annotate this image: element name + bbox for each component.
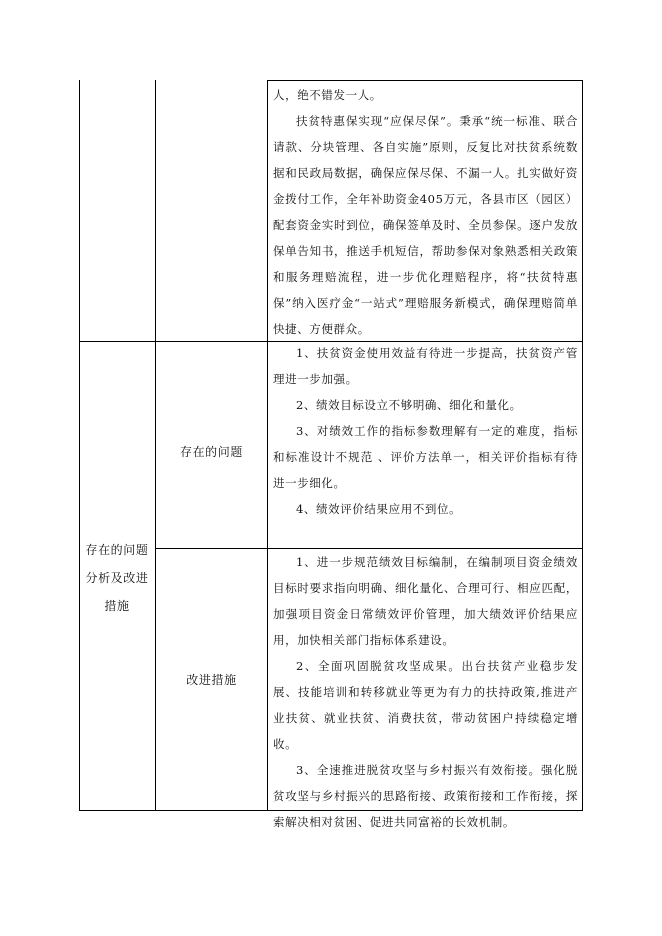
list-item: 3、全速推进脱贫攻坚与乡村振兴有效衔接。强化脱贫攻坚与乡村振兴的思路衔接、政策衔接和工作衔接，探索解决相对贫困、促进共同富裕的长效机制。 xyxy=(273,763,578,829)
measures-cell xyxy=(273,549,578,835)
table-divider-col2 xyxy=(267,80,268,811)
table-border-right xyxy=(582,80,583,811)
table-border-top-right xyxy=(267,80,583,81)
list-item: 2、绩效目标设立不够明确、细化和量化。 xyxy=(296,398,522,412)
table-border-left xyxy=(79,80,80,811)
category-label: 存在的问题分析及改进措施 xyxy=(85,543,149,613)
row-label-measures: 改进措施 xyxy=(186,673,237,687)
continuation-paragraph: 扶贫特惠保实现“应保尽保”。秉承“统一标准、联合请款、分块管理、各自实施”原则，反复比对扶贫系统数据和民政局数据，确保应保尽保、不漏一人。扎实做好资金拨付工作，全年补助资金405万元，各县市区（园区）配套资金实时到位，确保签单及时、全员参保。逐户发放保单告知书，推送手机短信，帮助参保对象熟悉相关政策和服务理赔流程，进一步优化理赔程序，将“扶贫特惠保”纳入医疗金“一站式”理赔服务新模式，确保理赔简单快捷、方便群众。 xyxy=(273,114,578,336)
row-label-problems: 存在的问题 xyxy=(179,445,243,459)
continuation-paragraph: 人，绝不错发一人。 xyxy=(273,88,382,102)
list-item: 2、全面巩固脱贫攻坚成果。出台扶贫产业稳步发展、技能培训和转移就业等更为有力的扶持政策,推进产业扶贫、就业扶贫、消费扶贫，带动贫困户持续稳定增收。 xyxy=(273,659,578,751)
list-item: 1、扶贫资金使用效益有待进一步提高，扶贫资产管理进一步加强。 xyxy=(273,346,578,386)
problems-cell xyxy=(273,340,578,522)
list-item: 3、对绩效工作的指标参数理解有一定的难度，指标和标准设计不规范 、评价方法单一，相关评价指标有待进一步细化。 xyxy=(273,424,578,490)
list-item: 4、绩效评价结果应用不到位。 xyxy=(296,502,462,516)
continuation-cell xyxy=(273,82,578,342)
list-item: 1、进一步规范绩效目标编制，在编制项目资金绩效目标时要求指向明确、细化量化、合理可行、相应匹配，加强项目资金日常绩效评价管理，加大绩效评价结果应用，加快相关部门指标体系建设。 xyxy=(273,555,578,647)
